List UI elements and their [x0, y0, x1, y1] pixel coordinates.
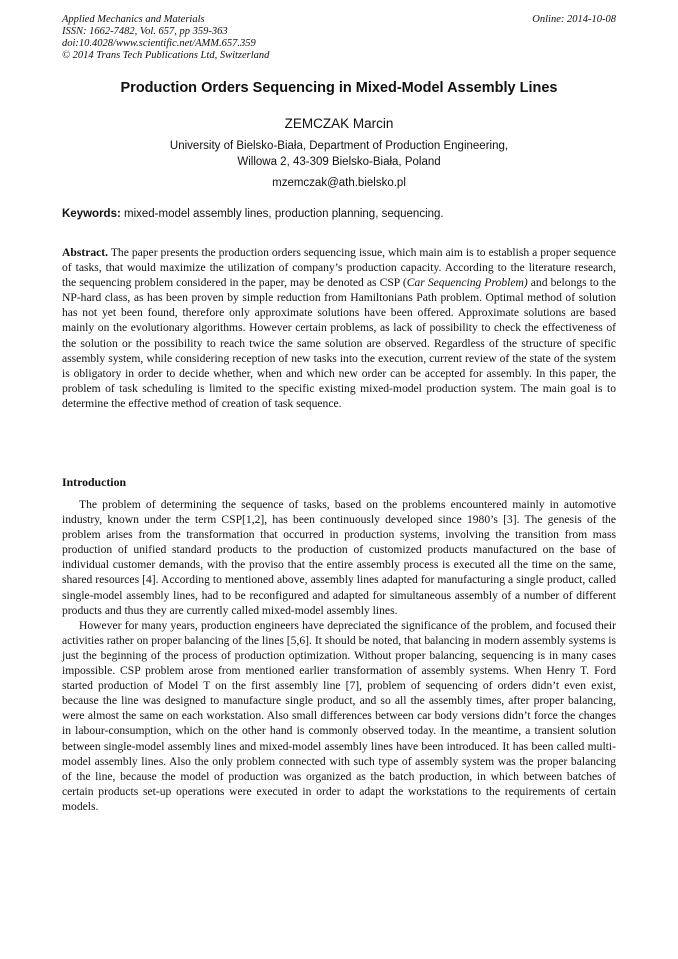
online-date: Online: 2014-10-08 [532, 14, 616, 25]
abstract-text-1: The paper presents the production orders sequencing issue, which main aim is to establish a proper sequence of tasks, that would maximize the utilization of company’s production capacity. According to the literature research, the sequencing problem considered in the paper, may be denoted as CSP ( [62, 246, 616, 290]
abstract-italic-term: Car Sequencing Problem) [406, 276, 528, 290]
keywords-label: Keywords: [62, 208, 121, 220]
intro-paragraph-2: However for many years, production engineers have depreciated the significance of the problem, and focused their activities rather on proper balancing of the lines [5,6]. It should be noted, that balancing in modern assembly systems is just the beginning of the process of production optimization. Without proper balancing, sequencing is in many cases impossible. CSP problem arose from mentioned earlier transformation of assembly systems. When Henry T. Ford started production of Model T on the first assembly line [7], problem of sequencing of orders didn’t even exist, because the line was designed to manufacture single product, and so all the assembly times, after proper balancing, were almost the same on each workstation. Also small differences between car body versions didn’t force the changes in labour-consumption, which on the other hand is commonly observed today. In the meantime, a transient solution between single-model assembly lines and mixed-model assembly lines have been introduced. It has been called multi-model assembly lines. Also the only problem connected with such type of assembly system was the proper balancing of the line, because the model of production was organized as the batch production, in which between batches of certain products set-up operations were executed in order to adapt the workstations to the requirements of certain models. [62, 618, 616, 813]
copyright-line: © 2014 Trans Tech Publications Ltd, Switzerland [62, 50, 270, 61]
affiliation-line-2: Willowa 2, 43-309 Bielsko-Biała, Poland [237, 156, 441, 168]
abstract-label: Abstract. [62, 246, 109, 259]
affiliation-line-1: University of Bielsko-Biała, Department of Production Engineering, [169, 140, 509, 152]
section-heading-introduction: Introduction [62, 475, 127, 489]
keywords-text: mixed-model assembly lines, production planning, sequencing. [120, 208, 444, 220]
doi-line: doi:10.4028/www.scientific.net/AMM.657.359 [62, 38, 256, 49]
keywords [62, 208, 616, 220]
intro-paragraph-1: The problem of determining the sequence of tasks, based on the problems encountered mainly in automotive industry, known under the term CSP[1,2], has been continuously developed since 1980’s [3]. The genesis of the problem arises from the transformation that occurred in production systems, involving the transition from mass production of unified standard products to the production of customized products manufactured on the base of individual customer demands, with the proviso that the entire assembly process is executed all the time on the same, shared resources [4]. According to mentioned above, assembly lines adapted for manufacturing a single product, called single-model assembly lines, had to be reconfigured and adapted for simultaneous assembly of a number of different products and thus they are currently called mixed-model assembly lines. [62, 498, 616, 617]
abstract-text-2: and belongs to the NP-hard class, as has been proven by simple reduction from Hamiltonians Path problem. Optimal method of solution has not yet been found, therefore only approximate solutions have been offered. Approximate solutions are based mainly on the evolutionary algorithms. However certain problems, as lack of possibility to check the effectiveness of the solution or the possibility to reach twice the same solution are observed. Regardless of the structure of specific assembly system, while considering reception of new tasks into the execution, current review of the state of the system is obligatory in order to decide whether, when and which new order can be accepted for assembly. In this paper, the problem of task scheduling is limited to the specific existing mixed-model production system. The main goal is to determine the effective method of creation of task sequence. [62, 276, 616, 410]
abstract [62, 245, 616, 411]
author-email: mzemczak@ath.bielsko.pl [272, 177, 406, 189]
journal-name: Applied Mechanics and Materials [62, 14, 205, 25]
affiliation [0, 138, 678, 170]
paper-title: Production Orders Sequencing in Mixed-Model Assembly Lines [120, 80, 558, 96]
journal-header [62, 14, 616, 62]
introduction-body [62, 497, 616, 814]
author-name: ZEMCZAK Marcin [284, 116, 394, 131]
issn-line: ISSN: 1662-7482, Vol. 657, pp 359-363 [62, 26, 228, 37]
